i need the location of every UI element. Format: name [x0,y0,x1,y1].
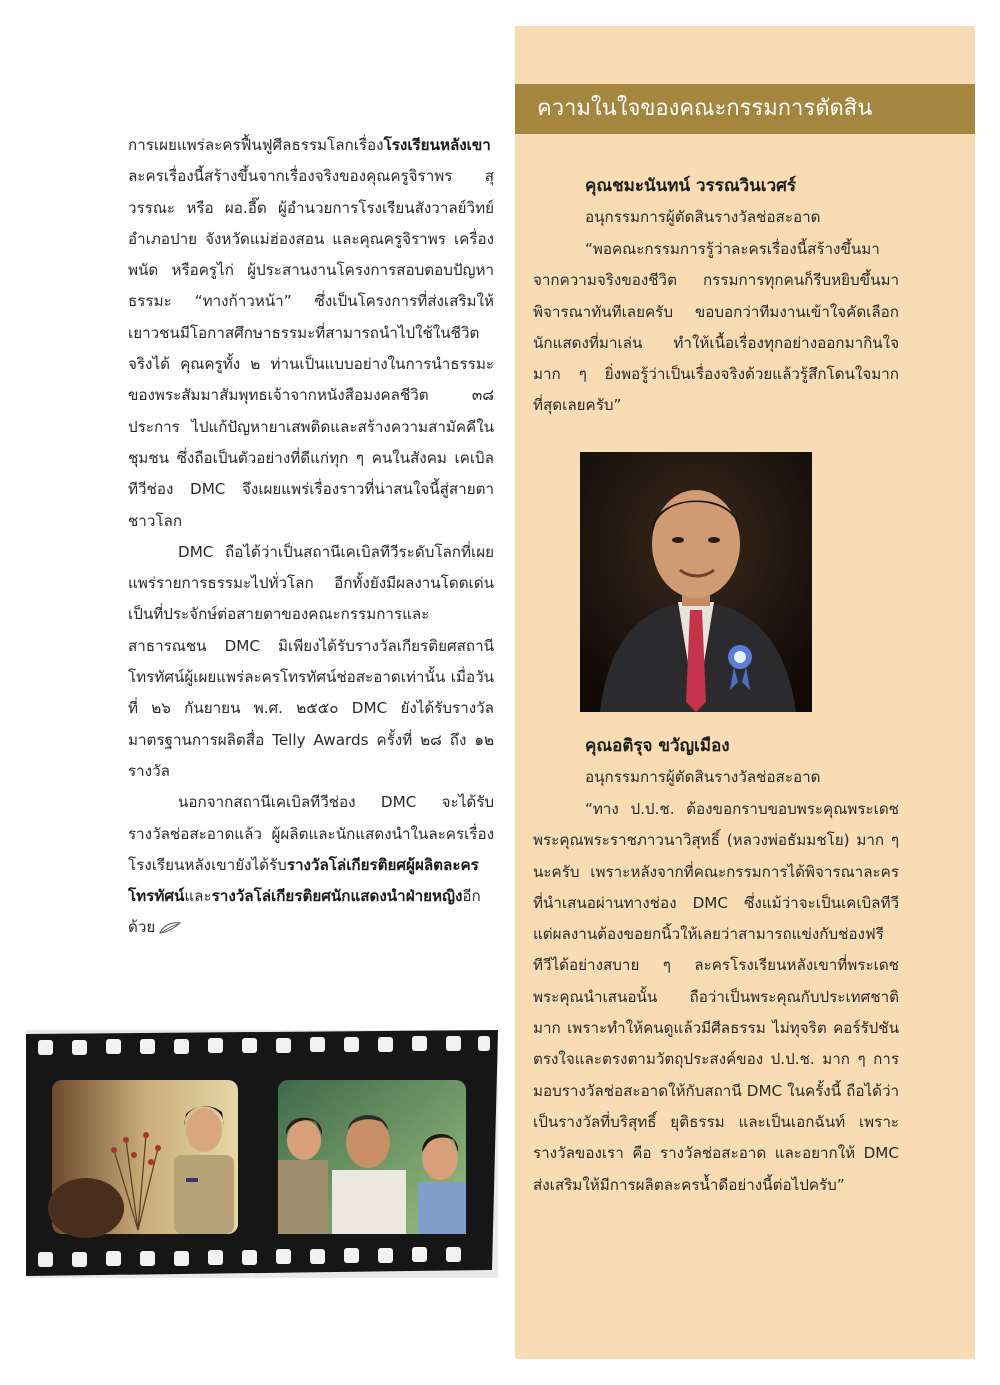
film-strip-image [26,1030,498,1278]
drama-title: โรงเรียนหลังเขา [383,136,491,154]
person-2-name: คุณอติรุจ ขวัญเมือง [585,736,730,756]
person-2-role: อนุกรรมการผู้ตัดสินรางวัลช่อสะอาด [585,768,821,786]
person-1-name: คุณชมะนันทน์ วรรณวินเวศร์ [585,176,797,196]
award-producer: รางวัลโล่เกียรติยศผู้ผลิตละครโทรทัศน์ [128,855,479,906]
person-1-role: อนุกรรมการผู้ตัดสินรางวัลช่อสะอาด [585,208,821,226]
person-2-portrait-photo [580,452,812,712]
article-body [128,130,494,944]
film-frame-2 [278,1080,466,1234]
person-2-quote: “ทาง ป.ป.ช. ต้องขอกราบขอบพระคุณพระเดชพระคุณพระราชภาวนาวิสุทธิ์ (หลวงพ่อธัมมชโย) มาก ๆ นะครับ เพราะหลังจากที่คณะกรรมการได้พิจารณาละครที่นำเสนอผ่านทางช่อง DMC ซึ่งแม้ว่าจะเป็นเคเบิลทีวี แต่ผลงานต้องขอยกนิ้วให้เลยว่าสามารถแข่งกับช่องฟรีทีวีได้อย่างสบาย ๆ ละครโรงเรียนหลังเขาที่พระเดชพระคุณนำเสนอนั้น ถือว่าเป็นพระคุณกับประเทศชาติมาก เพราะทำให้คนดูแล้วมีศีลธรรม ไม่ทุจริต คอร์รัปชันตรงใจและตรงตามวัตถุประสงค์ของ ป.ป.ช. มาก ๆ การมอบรางวัลช่อสะอาดให้กับสถานี DMC ในครั้งนี้ ถือได้ว่าเป็นรางวัลที่บริสุทธิ์ ยุติธรรม และเป็นเอกฉันท์ เพราะรางวัลของเรา คือ รางวัลช่อสะอาด และอยากให้ DMC ส่งเสริมให้มีการผลิตละครน้ำดีอย่างนี้ต่อไปครับ” [533,800,899,1194]
award-actress: รางวัลโล่เกียรติยศนักแสดงนำฝ่ายหญิง [211,887,463,906]
article-paragraph-1: การเผยแพร่ละครฟื้นฟูศีลธรรมโลกเรื่องโรงเรียนหลังเขา ละครเรื่องนี้สร้างขึ้นจากเรื่องจริงของคุณครูจิราพร สุวรรณะ หรือ ผอ.อี๊ด ผู้อำนวยการโรงเรียนสังวาลย์วิทย์ อำเภอปาย จังหวัดแม่ฮ่องสอน และคุณครูจิราพร เครื่องพนัด หรือครูไก่ ผู้ประสานงานโครงการสอบตอบปัญหาธรรมะ “ทางก้าวหน้า” ซึ่งเป็นโครงการที่ส่งเสริมให้เยาวชนมีโอกาสศึกษาธรรมะที่สามารถนำไปใช้ในชีวิตจริงได้ คุณครูทั้ง ๒ ท่านเป็นแบบอย่างในการนำธรรมะของพระสัมมาสัมพุทธเจ้าจากหนังสือมงคลชีวิต ๓๘ ประการ ไปแก้ปัญหายาเสพติดและสร้างความสามัคคีในชุมชน ซึ่งถือเป็นตัวอย่างที่ดีแก่ทุก ๆ คนในสังคม เคเบิลทีวีช่อง DMC จึงเผยแพร่เรื่องราวที่น่าสนใจนี้สู่สายตาชาวโลก [128,136,494,530]
article-paragraph-3: นอกจากสถานีเคเบิลทีวีช่อง DMC จะได้รับรางวัลช่อสะอาดแล้ว ผู้ผลิตและนักแสดงนำในละครเรื่องโรงเรียนหลังเขายังได้รับรางวัลโล่เกียรติยศผู้ผลิตละครโทรทัศน์และรางวัลโล่เกียรติยศนักแสดงนำฝ่ายหญิงอีกด้วย [128,793,494,937]
person-1-quote: “พอคณะกรรมการรู้ว่าละครเรื่องนี้สร้างขึ้นมาจากความจริงของชีวิต กรรมการทุกคนก็รีบหยิบขึ้นมาพิจารณาทันทีเลยครับ ขอบอกว่าทีมงานเข้าใจคัดเลือกนักแสดงที่มาเล่น ทำให้เนื้อเรื่องทุกอย่างออกมากินใจมาก ๆ ยิ่งพอรู้ว่าเป็นเรื่องจริงด้วยแล้วรู้สึกโดนใจมากที่สุดเลยครับ” [533,240,899,415]
article-paragraph-2: DMC ถือได้ว่าเป็นสถานีเคเบิลทีวีระดับโลกที่เผยแพร่รายการธรรมะไปทั่วโลก อีกทั้งยังมีผลงานโดดเด่นเป็นที่ประจักษ์ต่อสายตาของคณะกรรมการและสาธารณชน DMC มิเพียงได้รับรางวัลเกียรติยศสถานีโทรทัศน์ผู้เผยแพร่ละครโทรทัศน์ช่อสะอาดเท่านั้น เมื่อวันที่ ๒๖ กันยายน พ.ศ. ๒๕๕๐ DMC ยังได้รับรางวัลมาตรฐานการผลิตสื่อ Telly Awards ครั้งที่ ๒๘ ถึง ๑๒ รางวัล [128,542,494,780]
leaf-end-mark-icon [159,922,181,934]
section-banner: ความในใจของคณะกรรมการตัดสิน [515,84,975,134]
film-frame-1 [48,1080,238,1238]
